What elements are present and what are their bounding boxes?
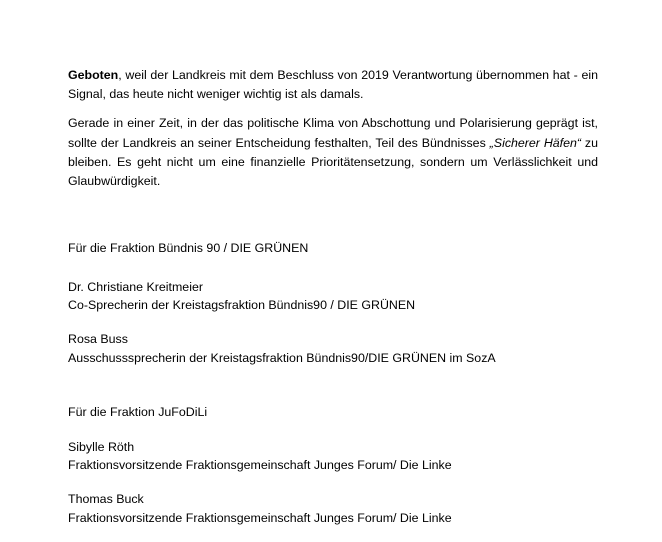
signer-block bbox=[68, 278, 598, 315]
fraktion2-heading-block bbox=[68, 403, 598, 422]
signer-role: Ausschusssprecherin der Kreistagsfraktion Bündnis90/DIE GRÜNEN im SozA bbox=[68, 350, 496, 365]
intro-paragraph bbox=[68, 66, 598, 104]
signer-name: Rosa Buss bbox=[68, 332, 128, 346]
signer-role: Co-Sprecherin der Kreistagsfraktion Bündnis90 / DIE GRÜNEN bbox=[68, 298, 416, 313]
signer-block bbox=[68, 490, 598, 527]
main-paragraph-italic: „Sicherer Häfen“ bbox=[489, 135, 582, 150]
signer-role: Fraktionsvorsitzende Fraktionsgemeinschaft Junges Forum/ Die Linke bbox=[68, 510, 452, 525]
signer-block bbox=[68, 330, 598, 367]
signer-name: Thomas Buck bbox=[68, 491, 144, 506]
main-paragraph-text-after: zu bleiben. Es geht nicht um eine finanzielle Prioritätensetzung, sondern um Verlässlichkeit und Glaubwürdigkeit. bbox=[68, 135, 599, 189]
main-paragraph-text-before: Gerade in einer Zeit, in der das politische Klima von Abschottung und Polarisierung geprägt ist, sollte der Landkreis an seiner Entscheidung festhalten, Teil des Bündnisses bbox=[68, 116, 598, 150]
fraktion1-heading-block bbox=[68, 239, 598, 258]
intro-text: , weil der Landkreis mit dem Beschluss von 2019 Verantwortung übernommen hat - ein Signal, das heute nicht weniger wichtig ist als damals. bbox=[68, 68, 598, 102]
signer-name: Dr. Christiane Kreitmeier bbox=[68, 279, 203, 294]
signer-role: Fraktionsvorsitzende Fraktionsgemeinschaft Junges Forum/ Die Linke bbox=[68, 458, 452, 473]
fraktion2-heading: Für die Fraktion JuFoDiLi bbox=[68, 405, 208, 420]
signer-block bbox=[68, 438, 598, 475]
signer-name: Sibylle Röth bbox=[68, 439, 135, 454]
fraktion1-heading: Für die Fraktion Bündnis 90 / DIE GRÜNEN bbox=[68, 241, 309, 256]
main-paragraph bbox=[68, 114, 598, 191]
intro-bold-word: Geboten bbox=[68, 68, 119, 82]
document-page bbox=[68, 66, 598, 542]
